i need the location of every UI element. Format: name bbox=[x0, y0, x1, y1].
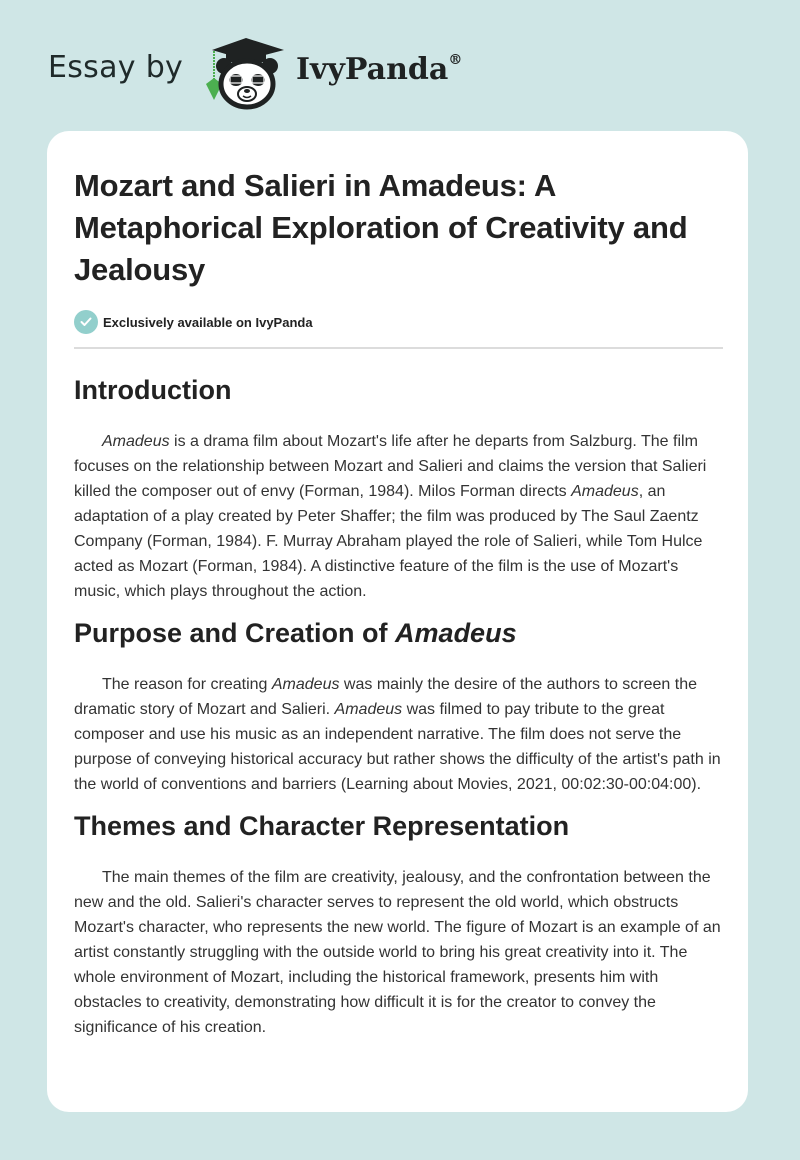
essay-card bbox=[47, 131, 748, 1112]
paragraph-text: was mainly the desire of the authors to screen the dramatic story of Mozart and Salieri. bbox=[74, 676, 697, 718]
italic-title: Amadeus bbox=[571, 483, 639, 500]
section-heading bbox=[74, 616, 722, 650]
heading-text: Purpose and Creation of bbox=[74, 618, 396, 648]
brand-logo-text[interactable] bbox=[296, 52, 462, 87]
essay-title: Mozart and Salieri in Amadeus: A Metaphorical Exploration of Creativity and Jealousy bbox=[74, 168, 688, 287]
section-paragraph bbox=[74, 429, 726, 604]
section-paragraph bbox=[74, 672, 726, 797]
exclusive-text: Exclusively available on IvyPanda bbox=[103, 314, 313, 330]
italic-title: Amadeus bbox=[271, 676, 340, 693]
check-circle-icon bbox=[74, 310, 98, 334]
italic-title: Amadeus bbox=[102, 433, 170, 450]
section-purpose-and-creation bbox=[74, 616, 722, 797]
section-introduction bbox=[74, 373, 722, 604]
registered-mark: ® bbox=[448, 52, 463, 68]
panda-graduate-logo-icon[interactable] bbox=[200, 34, 292, 110]
section-heading: Introduction bbox=[74, 375, 232, 405]
paragraph-text: , an adaptation of a play created by Peter Shaffer; the film was produced by The Saul Zaentz Company (Forman, 1984). F. Murray Abraham played the role of Salieri, while Tom Hulce acted as Mozart (Forman, 1984). A distinctive feature of the film is the use of Mozart's music, which plays throughout the action. bbox=[74, 483, 703, 600]
exclusive-badge bbox=[74, 309, 722, 335]
italic-title: Amadeus bbox=[334, 701, 403, 718]
essay-by-label: Essay by bbox=[48, 50, 184, 85]
brand-name: IvyPanda bbox=[296, 52, 449, 87]
section-themes bbox=[74, 809, 722, 1040]
paragraph-text: The reason for creating bbox=[102, 676, 272, 693]
paragraph-text: is a drama film about Mozart's life after he departs from Salzburg. The film focuses on the relationship between Mozart and Salieri and claims the version that Salieri killed the composer out of envy (Forman, 1984). Milos Forman directs bbox=[74, 433, 707, 500]
paragraph-text: The main themes of the film are creativity, jealousy, and the confrontation between the new and the old. Salieri's character serves to represent the old world, which obstructs Mozart's character, who represents the new world. The figure of Mozart is an example of an artist constantly struggling with the outside world to bring his great creativity into it. The whole environment of Mozart, including the historical framework, presents him with obstacles to creativity, demonstrating how difficult it is for the creator to convey the significance of his creation. bbox=[74, 869, 721, 1036]
divider bbox=[74, 347, 723, 349]
section-paragraph bbox=[74, 865, 726, 1040]
paragraph-text: was filmed to pay tribute to the great composer and use his music as an independent narrative. The film does not serve the purpose of conveying historical accuracy but rather shows the difficulty of the artist's path in the world of conventions and barriers (Learning about Movies, 2021, 00:02:30-00:04:00). bbox=[74, 701, 721, 793]
section-heading: Themes and Character Representation bbox=[74, 811, 570, 841]
heading-italic-text: Amadeus bbox=[395, 618, 517, 648]
site-header bbox=[0, 0, 800, 130]
